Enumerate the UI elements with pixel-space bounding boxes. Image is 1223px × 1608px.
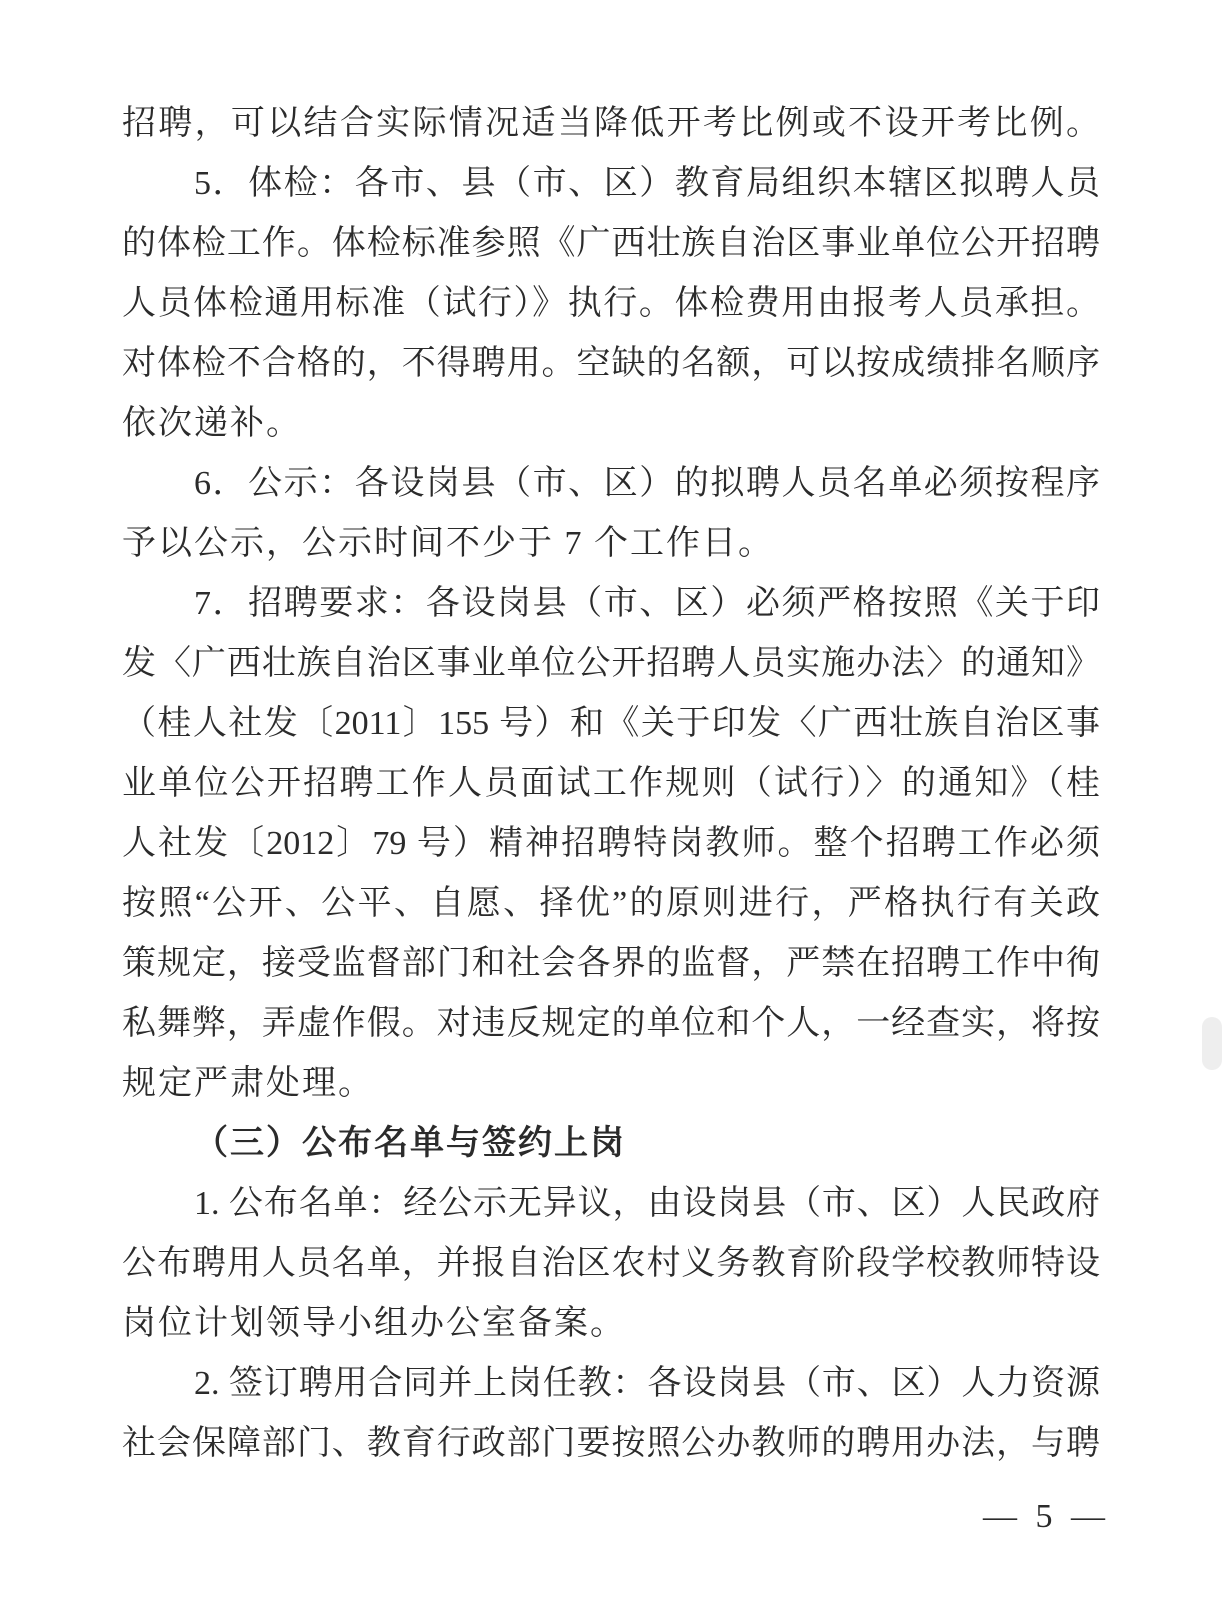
text-line: 予以公示，公示时间不少于 7 个工作日。 bbox=[122, 525, 774, 562]
text-line: 1. 公布名单：经公示无异议，由设岗县（市、区）人民政府 bbox=[194, 1185, 1100, 1222]
text-line: 依次递补。 bbox=[122, 405, 302, 442]
text-line: 6．公示：各设岗县（市、区）的拟聘人员名单必须按程序 bbox=[194, 465, 1100, 502]
section-heading: （三）公布名单与签约上岗 bbox=[194, 1125, 626, 1162]
text-line: （桂人社发〔2011〕155 号）和《关于印发〈广西壮族自治区事 bbox=[122, 705, 1100, 742]
text-line: 岗位计划领导小组办公室备案。 bbox=[122, 1305, 626, 1342]
text-line: 发〈广西壮族自治区事业单位公开招聘人员实施办法〉的通知》 bbox=[122, 645, 1100, 682]
text-line: 公布聘用人员名单，并报自治区农村义务教育阶段学校教师特设 bbox=[122, 1245, 1100, 1282]
text-line: 业单位公开招聘工作人员面试工作规则（试行）〉的通知》（桂 bbox=[122, 765, 1100, 802]
text-line: 2. 签订聘用合同并上岗任教：各设岗县（市、区）人力资源 bbox=[194, 1365, 1100, 1402]
text-line: 私舞弊，弄虚作假。对违反规定的单位和个人，一经查实，将按 bbox=[122, 1005, 1100, 1042]
text-line: 策规定，接受监督部门和社会各界的监督，严禁在招聘工作中徇 bbox=[122, 945, 1100, 982]
text-line: 按照“公开、公平、自愿、择优”的原则进行，严格执行有关政 bbox=[122, 885, 1100, 922]
text-line: 5．体检：各市、县（市、区）教育局组织本辖区拟聘人员 bbox=[194, 165, 1100, 202]
text-line: 规定严肃处理。 bbox=[122, 1065, 374, 1102]
text-line: 人员体检通用标准（试行）》执行。体检费用由报考人员承担。 bbox=[122, 285, 1100, 322]
page-number: — 5 — bbox=[983, 1498, 1110, 1535]
text-line: 对体检不合格的，不得聘用。空缺的名额，可以按成绩排名顺序 bbox=[122, 345, 1100, 382]
text-line: 人社发〔2012〕79 号）精神招聘特岗教师。整个招聘工作必须 bbox=[122, 825, 1100, 862]
text-line: 的体检工作。体检标准参照《广西壮族自治区事业单位公开招聘 bbox=[122, 225, 1100, 262]
scrollbar-thumb[interactable] bbox=[1202, 1017, 1222, 1070]
text-line: 招聘，可以结合实际情况适当降低开考比例或不设开考比例。 bbox=[122, 105, 1100, 142]
document-body bbox=[122, 94, 1100, 1474]
text-line: 社会保障部门、教育行政部门要按照公办教师的聘用办法，与聘 bbox=[122, 1425, 1100, 1462]
text-line: 7．招聘要求：各设岗县（市、区）必须严格按照《关于印 bbox=[194, 585, 1100, 622]
